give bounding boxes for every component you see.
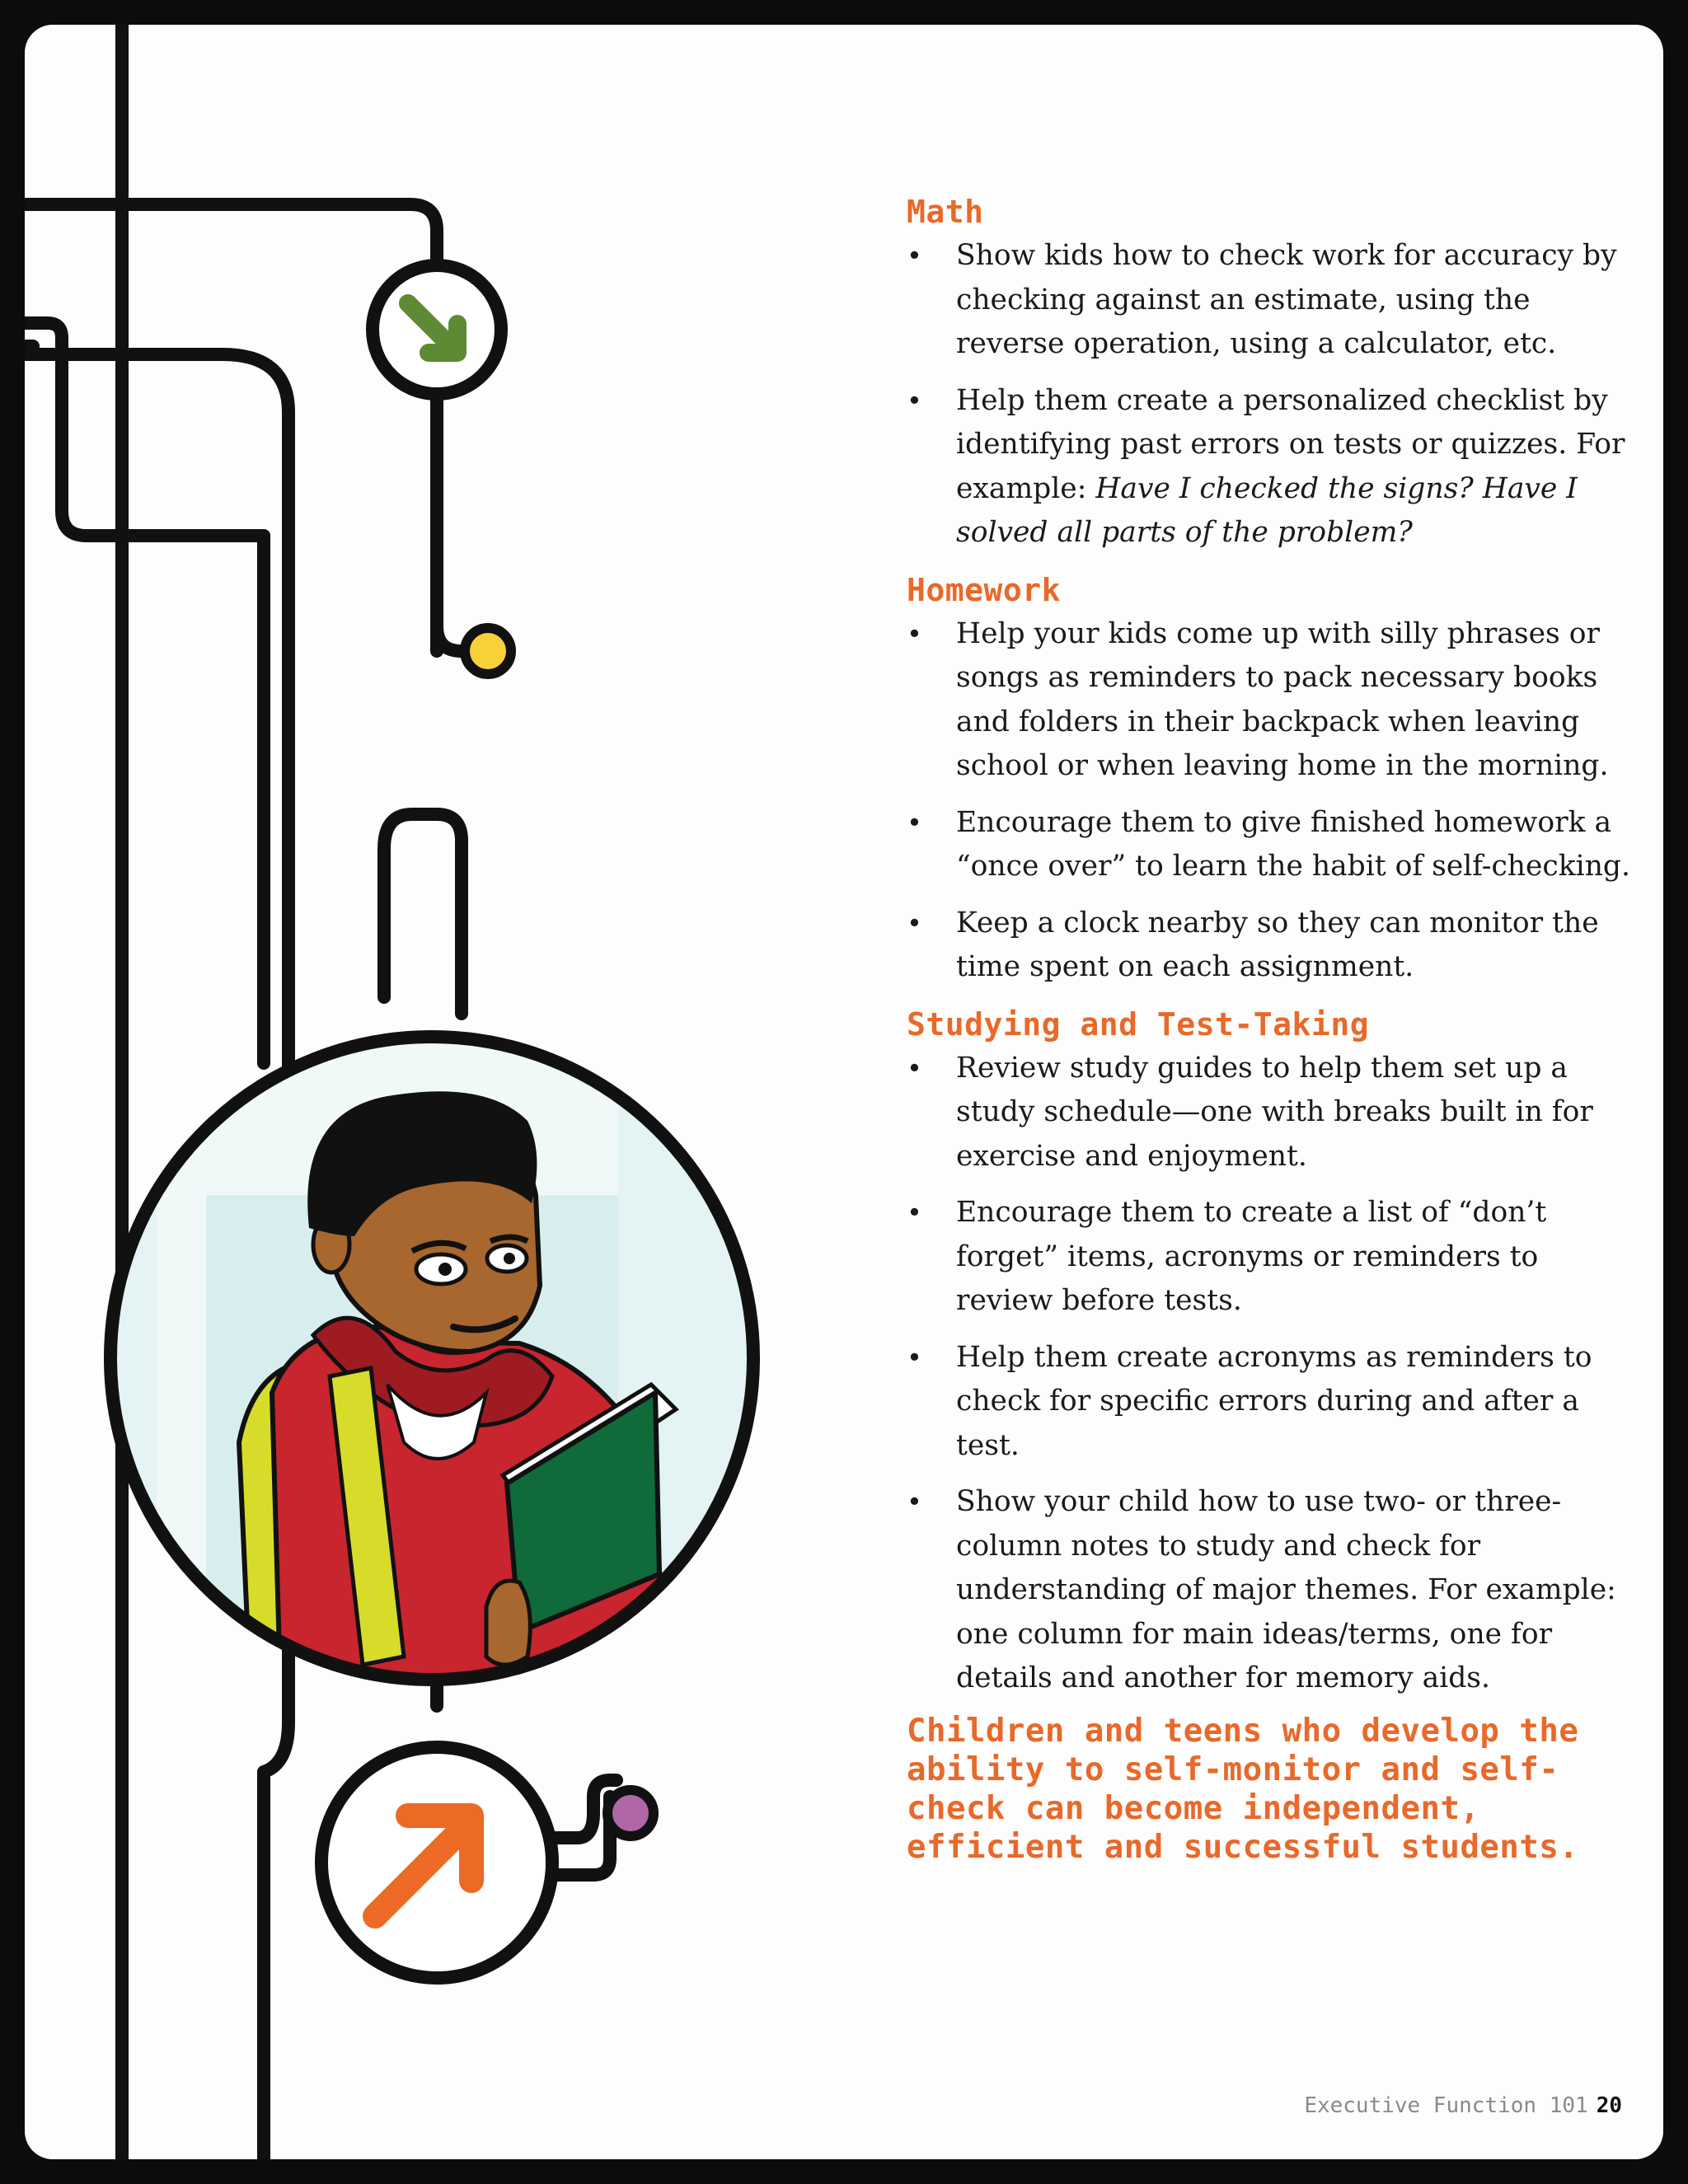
- list-item: • Help your kids come up with silly phrases or songs as reminders to pack necessary books and folders in their backpack when leaving school or when leaving home in the morning.: [907, 612, 1632, 789]
- page-number: 20: [1596, 2093, 1622, 2118]
- list-item: • Help them create acronyms as reminders to check for specific errors during and after a test.: [907, 1336, 1632, 1469]
- list-item: • Show your child how to use two- or three-column notes to study and check for understanding of major themes. For example: one column for main ideas/terms, one for details and another for memory aids.: [907, 1480, 1632, 1701]
- list-item: • Help them create a personalized checklist by identifying past errors on tests or quizzes. For example: Have I checked the signs? Have I solved all parts of the problem?: [907, 379, 1632, 555]
- page-footer: [1304, 2093, 1622, 2118]
- callout-quote: Children and teens who develop the ability to self-monitor and self-check can become independent, efficient and successful students.: [907, 1712, 1579, 1866]
- section-heading-math: Math: [907, 194, 984, 230]
- footer-title: Executive Function 101: [1304, 2093, 1588, 2118]
- content-column: [907, 190, 1632, 1867]
- purple-dot: [607, 1790, 654, 1836]
- list-item: • Keep a clock nearby so they can monitor the time spent on each assignment.: [907, 902, 1632, 990]
- emphasis-text: Have I checked the signs? Have I solved all parts of the problem?: [956, 471, 1578, 549]
- yellow-dot: [465, 628, 511, 674]
- homework-bullet-list: [907, 612, 1632, 990]
- list-item: • Show kids how to check work for accuracy by checking against an estimate, using the reverse operation, using a calculator, etc.: [907, 234, 1632, 367]
- section-heading-homework: Homework: [907, 571, 1062, 608]
- studying-bullet-list: [907, 1047, 1632, 1701]
- document-page: [25, 25, 1663, 2159]
- list-item: • Review study guides to help them set up a study schedule—one with breaks built in for exercise and enjoyment.: [907, 1047, 1632, 1179]
- math-bullet-list: [907, 234, 1632, 555]
- list-item: • Encourage them to create a list of “don’t forget” items, acronyms or reminders to review before tests.: [907, 1191, 1632, 1324]
- list-item: • Encourage them to give finished homework a “once over” to learn the habit of self-checking.: [907, 801, 1632, 889]
- student-avatar: [110, 1030, 753, 1690]
- section-heading-studying: Studying and Test-Taking: [907, 1005, 1370, 1043]
